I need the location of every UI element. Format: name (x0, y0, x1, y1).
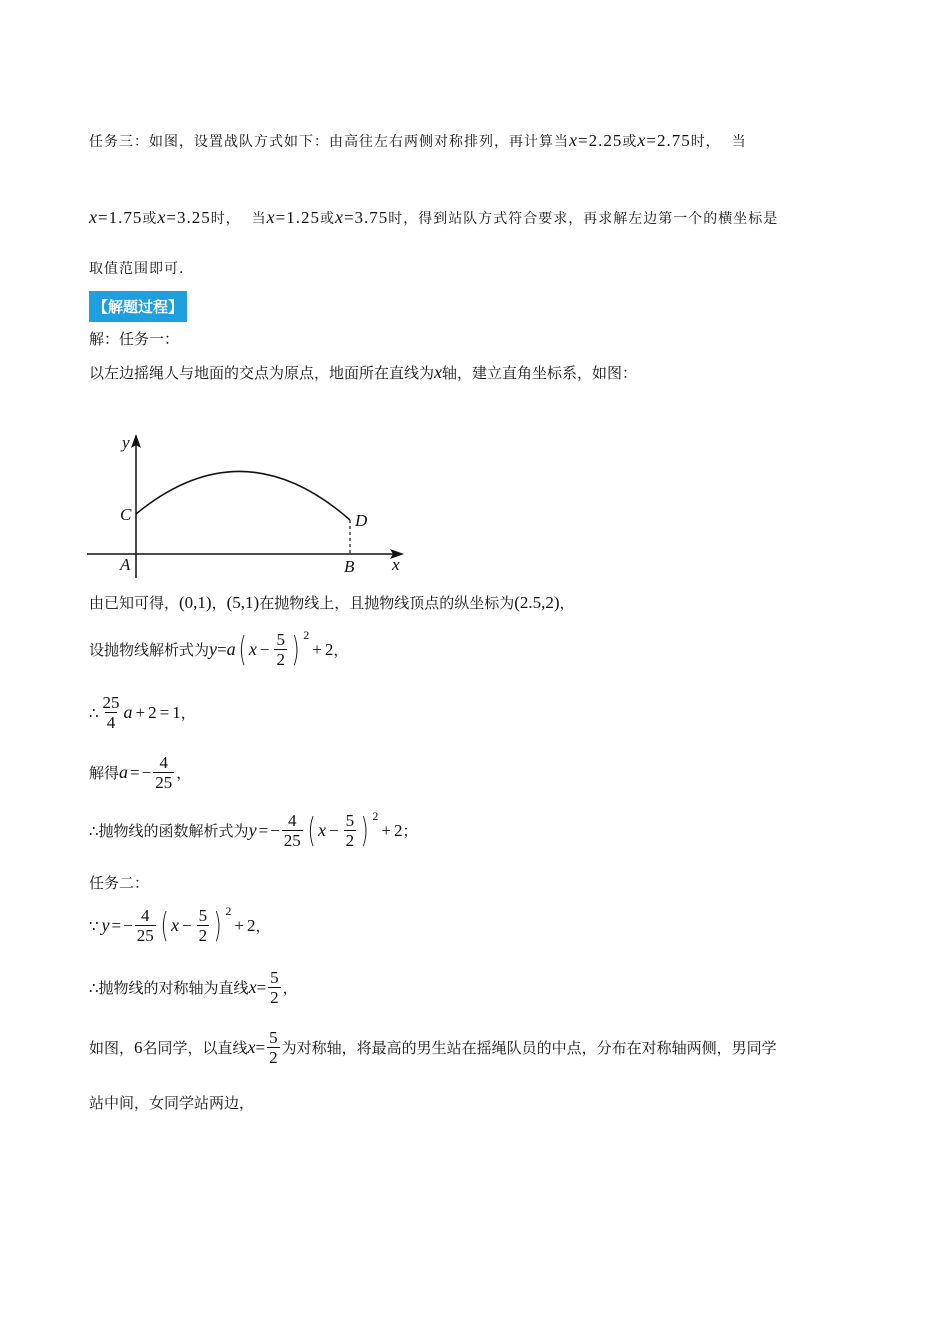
label-y: y (122, 433, 130, 452)
text: 由已知可得， (89, 594, 180, 612)
plus-sign: + (135, 702, 146, 722)
var-x: x (89, 207, 98, 227)
denominator: 2 (269, 1048, 278, 1067)
minus-sign: − (182, 915, 192, 935)
comma: ， (282, 979, 298, 997)
task3-line1 (89, 130, 747, 151)
label-x: x (392, 555, 400, 574)
text: 名同学，以直线 (142, 1039, 248, 1057)
fraction-4-25 (282, 811, 303, 850)
comma: ， (176, 764, 192, 782)
text: 轴，建立直角坐标系，如图： (442, 364, 638, 382)
var-x: x (247, 1037, 256, 1057)
constant: 2 (148, 702, 157, 722)
therefore-symbol: ∴ (89, 978, 99, 997)
minus-sign: − (270, 820, 280, 840)
text: 抛物线的函数解析式为 (98, 822, 249, 840)
count-six: 6 (134, 1037, 143, 1057)
text: 为对称轴，将最高的男生站在摇绳队员的中点，分布在对称轴两侧，男同学 (281, 1039, 777, 1057)
constant: 2 (246, 915, 256, 935)
text: 设抛物线解析式为 (89, 641, 210, 659)
text: 以左边摇绳人与地面的交点为原点，地面所在直线为 (89, 364, 435, 382)
task3-line2 (89, 207, 778, 228)
label-c: C (120, 505, 132, 524)
numerator: 25 (102, 693, 120, 712)
sol-para-2 (89, 1092, 254, 1113)
left-paren: ( (160, 905, 169, 946)
constant: 1 (172, 702, 181, 722)
numerator: 5 (345, 811, 355, 830)
task1-heading: 解：任务一： (89, 330, 180, 348)
var-x: x (248, 639, 257, 659)
comma: ， (180, 704, 196, 722)
text: 如图， (89, 1039, 135, 1057)
task3-text-4: 时，得到站队方式符合要求，再求解左边第一个的横坐标是 (388, 210, 779, 227)
denominator: 2 (198, 926, 208, 945)
eq-sign: = (258, 820, 269, 840)
label-d: D (355, 511, 368, 530)
sol-known (89, 592, 575, 613)
plus-sign: + (234, 915, 244, 935)
eq-sign: = (275, 207, 287, 227)
semicolon: ； (402, 822, 418, 840)
point-d: (5,1) (226, 592, 260, 612)
parabola-figure (82, 430, 412, 590)
left-paren: ( (307, 810, 316, 851)
right-paren: ) (213, 905, 222, 946)
therefore-symbol: ∴ (89, 821, 99, 840)
numerator: 4 (159, 753, 168, 772)
text: 站中间，女同学站两边， (89, 1094, 255, 1112)
parabola-curve (136, 471, 350, 520)
fraction-5-2 (268, 968, 281, 1007)
comma: ， (211, 594, 227, 612)
fraction-5-2 (344, 811, 357, 850)
var-x: x (266, 207, 276, 227)
denominator: 2 (276, 650, 285, 669)
var-x: x (569, 130, 578, 150)
eq-sign: = (255, 1037, 266, 1057)
value-2-75: 2.75 (656, 130, 691, 150)
sol-line-2 (89, 362, 637, 383)
denominator: 25 (136, 926, 154, 945)
task3-line3 (89, 258, 184, 278)
denominator: 2 (270, 988, 279, 1007)
sol-function (89, 811, 417, 850)
task3-text-1: 任务三：如图，设置战队方式如下：由高往左右两侧对称排列，再计算当 (89, 133, 569, 150)
minus-sign: − (123, 915, 133, 935)
because-symbol: ∵ (89, 916, 99, 935)
var-y: y (101, 915, 110, 935)
var-x: x (171, 915, 179, 935)
task3-text-5: 取值范围即可. (89, 261, 185, 277)
numerator: 4 (288, 811, 297, 830)
minus-sign: − (259, 639, 270, 659)
sol-because (89, 906, 270, 945)
fraction-5-2 (274, 630, 287, 669)
sol-solve-a (89, 753, 191, 792)
label-b: B (344, 557, 355, 576)
text: 解得 (89, 764, 120, 782)
comma: ， (559, 594, 575, 612)
numerator: 5 (198, 906, 208, 925)
value-1-25: 1.25 (286, 207, 320, 227)
exponent: 2 (225, 904, 232, 918)
var-a: a (226, 639, 236, 659)
var-x: x (637, 130, 647, 150)
constant: 2 (324, 639, 334, 659)
plus-sign: + (312, 639, 322, 659)
minus-sign: − (141, 762, 152, 782)
eq-sign: = (166, 207, 177, 227)
comma: ， (255, 917, 271, 935)
var-x: x (334, 207, 344, 227)
right-paren: ) (360, 810, 369, 851)
task3-text-2: 时， 当 (690, 133, 747, 150)
sol-line-1 (89, 328, 179, 349)
numerator: 4 (140, 906, 150, 925)
denominator: 4 (106, 713, 116, 732)
sol-set-formula (89, 630, 348, 669)
var-x: x (318, 820, 327, 840)
var-y: y (248, 820, 257, 840)
var-a: a (119, 762, 129, 782)
numerator: 5 (276, 630, 285, 649)
solution-tag: 【解题过程】 (89, 291, 187, 322)
or-text: 或 (142, 210, 158, 227)
eq-sign: = (578, 130, 589, 150)
fraction-4-25 (135, 906, 156, 945)
eq-sign: = (130, 762, 140, 782)
value-3-75: 3.75 (354, 207, 389, 227)
task2-heading: 任务二： (89, 874, 150, 892)
fraction-5-2 (267, 1028, 280, 1067)
comma: ， (333, 641, 349, 659)
value-3-25: 3.25 (176, 207, 211, 227)
eq-sign: = (646, 130, 657, 150)
vertex-point: (2.5,2) (514, 592, 560, 612)
sol-substitute (89, 693, 196, 732)
numerator: 5 (269, 1028, 278, 1047)
constant: 2 (393, 820, 403, 840)
label-a: A (120, 555, 131, 574)
or-text: 或 (319, 210, 335, 227)
var-x: x (434, 362, 443, 382)
sol-para-1 (89, 1028, 777, 1067)
text: 抛物线的对称轴为直线 (98, 979, 249, 997)
var-x: x (157, 207, 167, 227)
value-1-75: 1.75 (108, 207, 143, 227)
var-a: a (123, 702, 133, 722)
minus-sign: − (329, 820, 339, 840)
left-paren: ( (238, 629, 247, 670)
eq-sign: = (98, 207, 109, 227)
point-c: (0,1) (179, 592, 212, 612)
sol-axis (89, 968, 298, 1007)
task3-text-3: 时， 当 (210, 210, 267, 227)
exponent: 2 (372, 809, 379, 823)
fraction-4-25 (153, 753, 174, 792)
denominator: 2 (345, 831, 355, 850)
var-y: y (209, 639, 218, 659)
eq-sign: = (217, 639, 227, 659)
numerator: 5 (270, 968, 279, 987)
eq-sign: = (159, 702, 170, 722)
denominator: 25 (283, 831, 301, 850)
eq-sign: = (111, 915, 122, 935)
value-2-25: 2.25 (588, 130, 623, 150)
plus-sign: + (381, 820, 391, 840)
or-text: 或 (622, 133, 638, 150)
sol-task2-heading (89, 872, 149, 893)
fraction-25-4 (101, 693, 122, 732)
var-x: x (248, 977, 257, 997)
eq-sign: = (256, 977, 267, 997)
denominator: 25 (155, 773, 173, 792)
right-paren: ) (291, 629, 300, 670)
text: 在抛物线上，且抛物线顶点的纵坐标为 (259, 594, 515, 612)
exponent: 2 (303, 628, 310, 642)
therefore-symbol: ∴ (89, 703, 99, 722)
eq-sign: = (343, 207, 355, 227)
fraction-5-2 (197, 906, 210, 945)
